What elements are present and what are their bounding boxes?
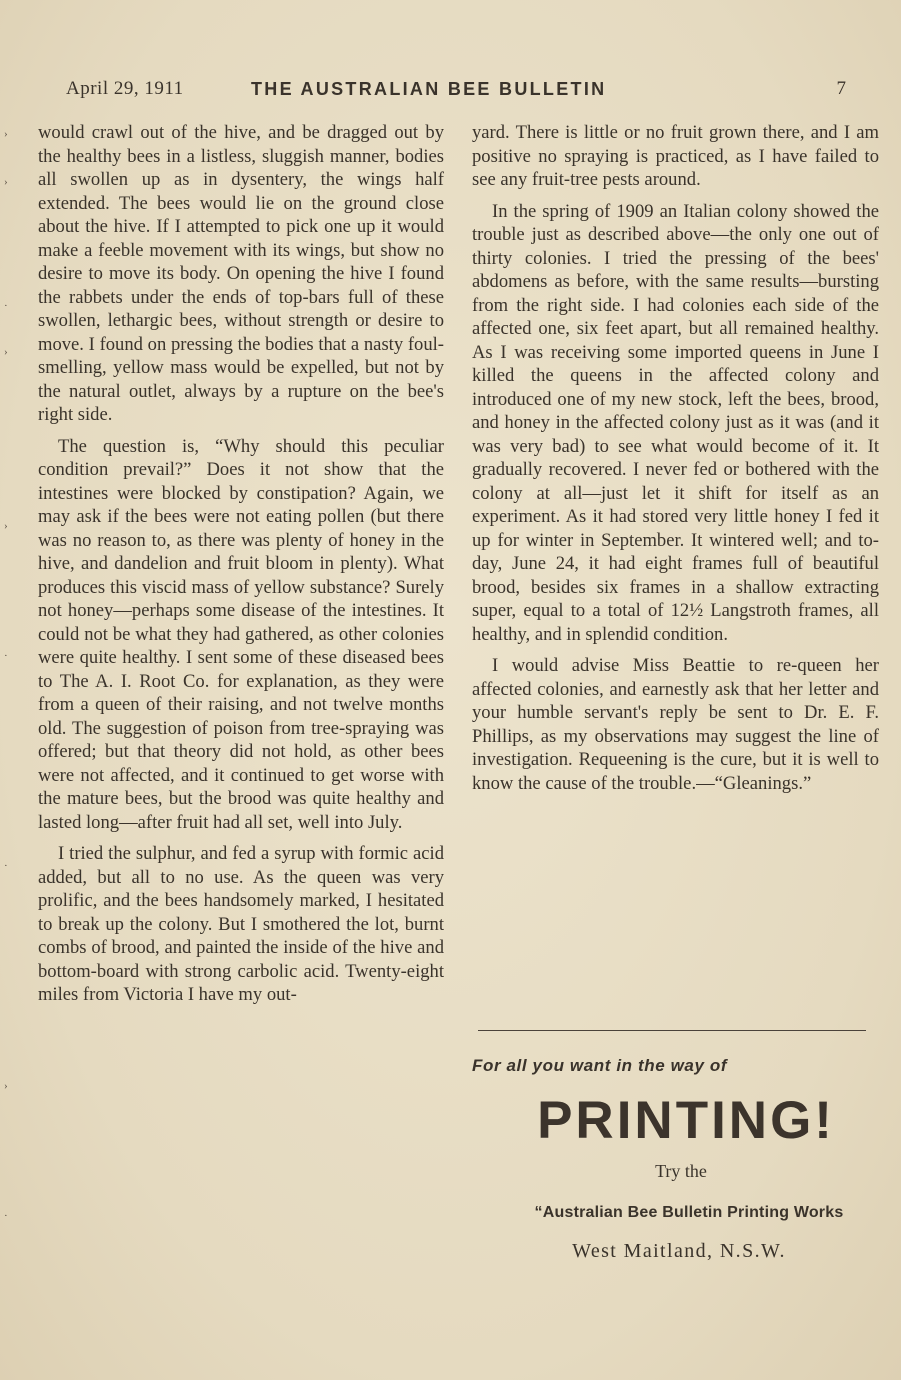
- right-column: [472, 121, 879, 803]
- left-column: [38, 121, 444, 1015]
- paragraph: would crawl out of the hive, and be dragged out by the healthy bees in a listless, sluggish manner, bodies all swollen up as in dysentery, the wings half extended. The bees would lie on the ground close about the hive. If I attempted to pick one up it would make a feeble movement with its wings, but show no desire to move its body. On opening the hive I found the rabbets under the ends of top-bars full of these swollen, lethargic bees, without strength or desire to move. I found on pressing the bodies that a nasty foul-smelling, yellow mass would be expelled, but not by the natural outlet, always by a rupture on the bee's right side.: [38, 122, 444, 425]
- margin-tick: ·: [4, 860, 8, 872]
- margin-marks: [0, 0, 20, 1380]
- paragraph: I would advise Miss Beattie to re-queen her affected colonies, and earnestly ask that her letter and your humble servant's reply be sent to Dr. E. F. Phillips, as my observations may suggest the line of investigation. Requeening is the cure, but it is well to know the cause of the trouble.—“Gleanings.”: [472, 655, 879, 794]
- margin-tick: ·: [4, 300, 8, 312]
- running-header: [66, 78, 856, 104]
- page-number: 7: [836, 78, 846, 99]
- journal-title: THE AUSTRALIAN BEE BULLETIN: [251, 79, 607, 99]
- margin-tick: ·: [4, 650, 8, 662]
- section-divider: [478, 1030, 866, 1031]
- margin-tick: ›: [4, 1080, 8, 1092]
- paragraph: The question is, “Why should this peculiar condition prevail?” Does it not show that the intestines were blocked by constipation? Again, we may ask if the bees were not eating pollen (but there was no reason to, as there was plenty of honey in the hive, and dandelion and fruit bloom in plenty). What produces this viscid mass of yellow substance? Surely not honey—perhaps some disease of the intestines. It could not be what they had gathered, as other colonies were quite healthy. I sent some of these diseased bees to The A. I. Root Co. for explanation, as they were from a queen of their raising, and not twelve months old. The suggestion of poison from tree-spraying was offered; but that theory did not hold, as other bees were not affected, and it continued to get worse with the mature bees, but the brood was quite healthy and lasted long—after fruit had all set, well into July.: [38, 435, 444, 833]
- paragraph: In the spring of 1909 an Italian colony showed the trouble just as described above—the only one out of thirty colonies. I tried the pressing of the bees' abdomens as before, with the same results—bursting from the right side. I had colonies each side of the affected one, six feet apart, but all remained healthy. As I was receiving some imported queens in June I killed the queens in the affected colony and introduced one of my new stock, left the bees, brood, and honey in the affected colony just as it was (and it was very bad) to see what would become of it. It gradually recovered. I never fed or bothered with the colony at all—just let it shift for itself as an experiment. As it had stored very little honey I fed it up for winter in September. It wintered well; and to-day, June 24, it had eight frames full of beautiful brood, besides six frames in a shallow extracting super, equal to a total of 12½ Langstroth frames, all healthy, and in splendid condition.: [472, 200, 879, 645]
- ad-location: West Maitland, N.S.W.: [572, 1240, 786, 1262]
- margin-tick: ›: [4, 128, 8, 140]
- ad-headline: PRINTING!: [537, 1091, 835, 1150]
- margin-tick: ›: [4, 346, 8, 358]
- printing-advertisement: [470, 1056, 880, 1263]
- margin-tick: ›: [4, 520, 8, 532]
- margin-tick: ›: [4, 176, 8, 188]
- margin-tick: ·: [4, 1210, 8, 1222]
- ad-try-line: Try the: [655, 1161, 707, 1181]
- paragraph: yard. There is little or no fruit grown there, and I am positive no spraying is practiced, as I have failed to see any fruit-tree pests around.: [472, 122, 879, 190]
- paragraph: I tried the sulphur, and fed a syrup with formic acid added, but all to no use. As the queen was very prolific, and the bees handsomely marked, I hesitated to break up the colony. But I smothered the lot, burnt combs of brood, and painted the inside of the hive and bottom-board with strong carbolic acid. Twenty-eight miles from Victoria I have my out-: [38, 843, 444, 1005]
- issue-date: April 29, 1911: [66, 78, 184, 99]
- ad-works-name: “Australian Bee Bulletin Printing Works: [534, 1204, 844, 1221]
- ad-lead-line: For all you want in the way of: [472, 1056, 728, 1075]
